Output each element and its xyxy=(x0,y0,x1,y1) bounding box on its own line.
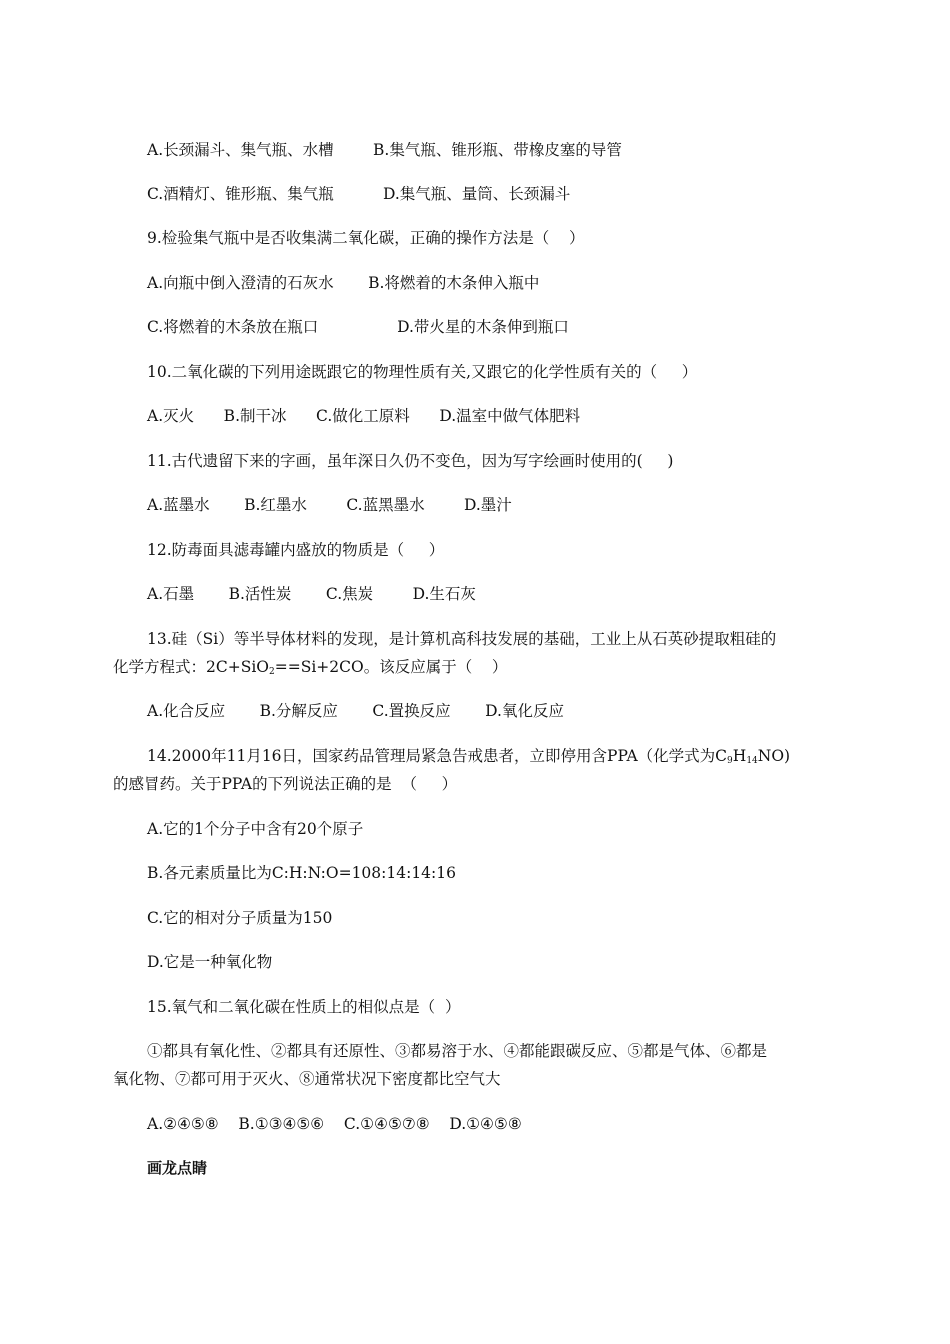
q14-formula-h: H xyxy=(732,747,747,765)
q13-stem-line2 xyxy=(113,657,507,677)
q11-stem: 11.古代遗留下来的字画，虽年深日久仍不变色，因为写字绘画时使用的( ) xyxy=(147,452,674,470)
q12-stem: 12.防毒面具滤毒罐内盛放的物质是（ ） xyxy=(147,541,445,559)
q12-options: A.石墨 B.活性炭 C.焦炭 D.生石灰 xyxy=(147,585,476,603)
q13-formula-rest: ==Si+2CO。该反应属于（ ） xyxy=(274,658,508,676)
q13-formula-text: 化学方程式：2C+SiO xyxy=(113,658,269,676)
q14-subscript-c: 9 xyxy=(727,756,733,766)
q9-options-line2: C.将燃着的木条放在瓶口 D.带火星的木条伸到瓶口 xyxy=(147,318,569,336)
q9-stem: 9.检验集气瓶中是否收集满二氧化碳，正确的操作方法是（ ） xyxy=(147,229,585,247)
q14-stem-line2: 的感冒药。关于PPA的下列说法正确的是 （ ） xyxy=(113,775,458,793)
q14-stem-text: 14.2000年11月16日，国家药品管理局紧急告戒患者，立即停用含PPA（化学式为C xyxy=(147,747,728,765)
q14-option-d: D.它是一种氧化物 xyxy=(147,953,273,971)
q14-formula-rest: NO) xyxy=(757,747,791,765)
q10-options: A.灭火 B.制干冰 C.做化工原料 D.温室中做气体肥料 xyxy=(147,407,581,425)
q14-stem-line1 xyxy=(147,746,790,766)
q15-list-line2: 氧化物、⑦都可用于灭火、⑧通常状况下密度都比空气大 xyxy=(113,1070,501,1088)
q15-list-line1: ①都具有氧化性、②都具有还原性、③都易溶于水、④都能跟碳反应、⑤都是气体、⑥都是 xyxy=(147,1042,768,1060)
q11-options: A.蓝墨水 B.红墨水 C.蓝黑墨水 D.墨汁 xyxy=(147,496,512,514)
q13-formula-subscript: 2 xyxy=(269,667,275,677)
q13-options: A.化合反应 B.分解反应 C.置换反应 D.氧化反应 xyxy=(147,702,564,720)
q15-options: A.②④⑤⑧ B.①③④⑤⑥ C.①④⑤⑦⑧ D.①④⑤⑧ xyxy=(147,1115,522,1133)
q8-options-line2: C.酒精灯、锥形瓶、集气瓶 D.集气瓶、量筒、长颈漏斗 xyxy=(147,185,571,203)
q9-options-line1: A.向瓶中倒入澄清的石灰水 B.将燃着的木条伸入瓶中 xyxy=(147,274,540,292)
q14-option-b: B.各元素质量比为C:H:N:O=108:14:14:16 xyxy=(147,864,456,882)
q13-stem-line1: 13.硅（Si）等半导体材料的发现，是计算机高科技发展的基础，工业上从石英砂提取粗硅的 xyxy=(147,630,777,648)
q10-stem: 10.二氧化碳的下列用途既跟它的物理性质有关,又跟它的化学性质有关的（ ） xyxy=(147,363,698,381)
q14-option-c: C.它的相对分子质量为150 xyxy=(147,909,333,927)
q14-option-a: A.它的1个分子中含有20个原子 xyxy=(147,820,364,838)
q8-options-line1: A.长颈漏斗、集气瓶、水槽 B.集气瓶、锥形瓶、带橡皮塞的导管 xyxy=(147,141,622,159)
q15-stem: 15.氧气和二氧化碳在性质上的相似点是（ ） xyxy=(147,998,461,1016)
section-heading: 画龙点睛 xyxy=(147,1159,208,1177)
q14-subscript-h: 14 xyxy=(746,756,758,766)
